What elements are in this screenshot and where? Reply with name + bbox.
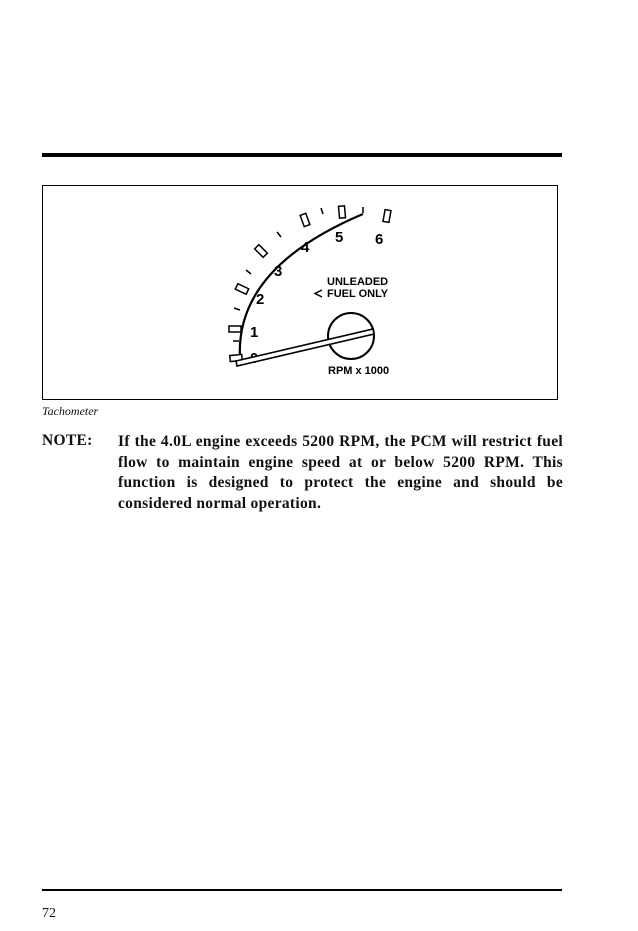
figure-caption: Tachometer	[42, 404, 99, 418]
dial-number-5: 5	[335, 229, 344, 246]
tick-5	[338, 206, 345, 218]
tachometer-illustration	[43, 186, 559, 401]
tick-6	[383, 210, 391, 223]
units-label: RPM x 1000	[328, 365, 390, 377]
dial-number-4: 4	[301, 239, 310, 256]
minor-tick	[277, 232, 281, 237]
header-rule	[42, 153, 562, 157]
tick-2	[235, 284, 248, 295]
footer-rule	[42, 889, 562, 891]
note-label: NOTE:	[42, 432, 93, 449]
dial-number-3: 3	[274, 263, 283, 280]
fuel-door-arrow-icon	[315, 290, 322, 297]
fuel-only-label: FUEL ONLY	[327, 288, 389, 300]
page-number: 72	[42, 906, 56, 921]
minor-tick	[321, 208, 323, 214]
minor-tick	[234, 308, 240, 310]
note-text: If the 4.0L engine exceeds 5200 RPM, the PCM will restrict fuel flow to maintain engine speed at or below 5200 RPM. This function is designed to protect the engine and should be considered normal operation.	[118, 433, 563, 512]
minor-tick	[246, 270, 251, 274]
dial-number-2: 2	[256, 291, 265, 308]
tick-3	[255, 245, 268, 258]
tick-1	[229, 326, 241, 332]
tick-4	[300, 213, 310, 226]
dial-number-1: 1	[250, 324, 259, 341]
unleaded-label: UNLEADED	[327, 276, 389, 288]
tachometer-figure	[42, 185, 558, 400]
dial-number-6: 6	[375, 231, 384, 248]
